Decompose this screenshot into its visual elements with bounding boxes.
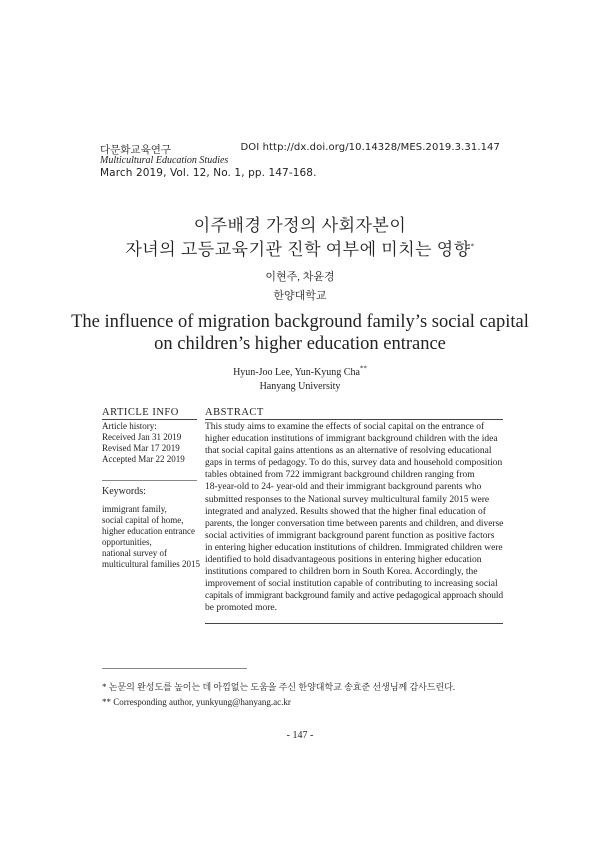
abstract-rule <box>205 419 503 420</box>
keyword-item: national survey of <box>102 548 167 558</box>
keywords-heading: Keywords: <box>102 486 146 497</box>
abstract-line: This study aims to examine the effects of social capital on the entrance of <box>205 422 485 432</box>
korean-title-text: 자녀의 고등교육기관 진학 여부에 미치는 영향 <box>125 240 471 259</box>
english-authors <box>0 364 600 378</box>
keyword-item: opportunities, <box>102 537 152 547</box>
keyword-item: social capital of home, <box>102 515 184 525</box>
korean-affiliation: 한양대학교 <box>273 290 327 302</box>
article-info-rule <box>102 419 197 420</box>
english-affiliation: Hanyang University <box>259 381 341 392</box>
english-title-line-2: on children’s higher education entrance <box>154 334 446 354</box>
title-footnote-mark: * <box>470 242 475 251</box>
abstract-line: in entering higher education institutions of children. Immigrated children were <box>205 542 503 553</box>
abstract-line: gaps in terms of pedagogy. To do this, survey data and household composition <box>205 458 503 469</box>
korean-authors: 이현주, 차윤경 <box>265 271 335 283</box>
author-footnote-mark: ** <box>359 364 367 373</box>
abstract-line: be promoted more. <box>205 603 278 614</box>
keyword-item: immigrant family, <box>102 504 167 514</box>
history-label: Article history: <box>102 421 157 431</box>
footnote-corresponding-author: ** Corresponding author, yunkyung@hanyang.ac.kr <box>102 697 291 707</box>
abstract-line: that social capital gains attentions as an alternative of resolving educational <box>205 446 492 457</box>
abstract-line: submitted responses to the National survey multicultural family 2015 were <box>205 494 490 505</box>
korean-title-line-2 <box>0 235 600 260</box>
abstract-line: institutions compared to children born in South Korea. Accordingly, the <box>205 567 478 578</box>
abstract-heading: ABSTRACT <box>205 407 264 418</box>
received-date: Received Jan 31 2019 <box>102 432 182 442</box>
journal-name: 다문화교육연구 <box>100 144 172 156</box>
keyword-list <box>102 504 200 570</box>
abstract-line: higher education institutions of immigrant background children with the idea <box>205 434 498 445</box>
page-number: - 147 - <box>286 730 314 741</box>
abstract-line: 18-year-old to 24- year-old and their immigrant background parents who <box>205 482 482 493</box>
footnote-separator <box>102 668 247 669</box>
article-info-heading: ARTICLE INFO <box>102 407 179 418</box>
abstract-line: identified to hold disadvantageous positions in entering higher education <box>205 555 482 566</box>
article-history <box>102 421 197 465</box>
english-title-line-1: The influence of migration background family’s social capital <box>71 312 529 332</box>
abstract-line: capitals of immigrant background family and active pedagogical approach should <box>205 591 503 602</box>
journal-name-english: Multicultural Education Studies <box>100 155 229 166</box>
abstract-bottom-rule <box>205 623 503 624</box>
keyword-item: higher education entrance <box>102 526 195 536</box>
keyword-item: multicultural families 2015 <box>102 559 200 569</box>
abstract-line: tables obtained from 722 immigrant background children ranging from <box>205 470 475 481</box>
revised-date: Revised Mar 17 2019 <box>102 443 180 453</box>
abstract-body <box>205 421 503 615</box>
keywords-rule <box>102 480 197 481</box>
abstract-line: parents, the longer conversation time between parents and children, and diverse <box>205 518 504 529</box>
abstract-line: improvement of social institution capable of contributing to increasing social <box>205 579 498 590</box>
abstract-line: integrated and analyzed. Results showed that the higher final education of <box>205 506 486 517</box>
accepted-date: Accepted Mar 22 2019 <box>102 454 185 464</box>
abstract-line: social activities of immigrant background parent function as positive factors <box>205 530 495 541</box>
korean-title-line-1: 이주배경 가정의 사회자본이 <box>193 216 407 235</box>
doi-link[interactable]: DOI http://dx.doi.org/10.14328/MES.2019.3.31.147 <box>240 142 500 153</box>
journal-issue: March 2019, Vol. 12, No. 1, pp. 147-168. <box>100 167 317 179</box>
footnote-acknowledgement: * 논문의 완성도를 높이는 데 아낌없는 도움을 주신 한양대학교 송효준 선생님께 감사드린다. <box>102 682 456 692</box>
english-authors-text: Hyun-Joo Lee, Yun-Kyung Cha <box>233 367 360 378</box>
